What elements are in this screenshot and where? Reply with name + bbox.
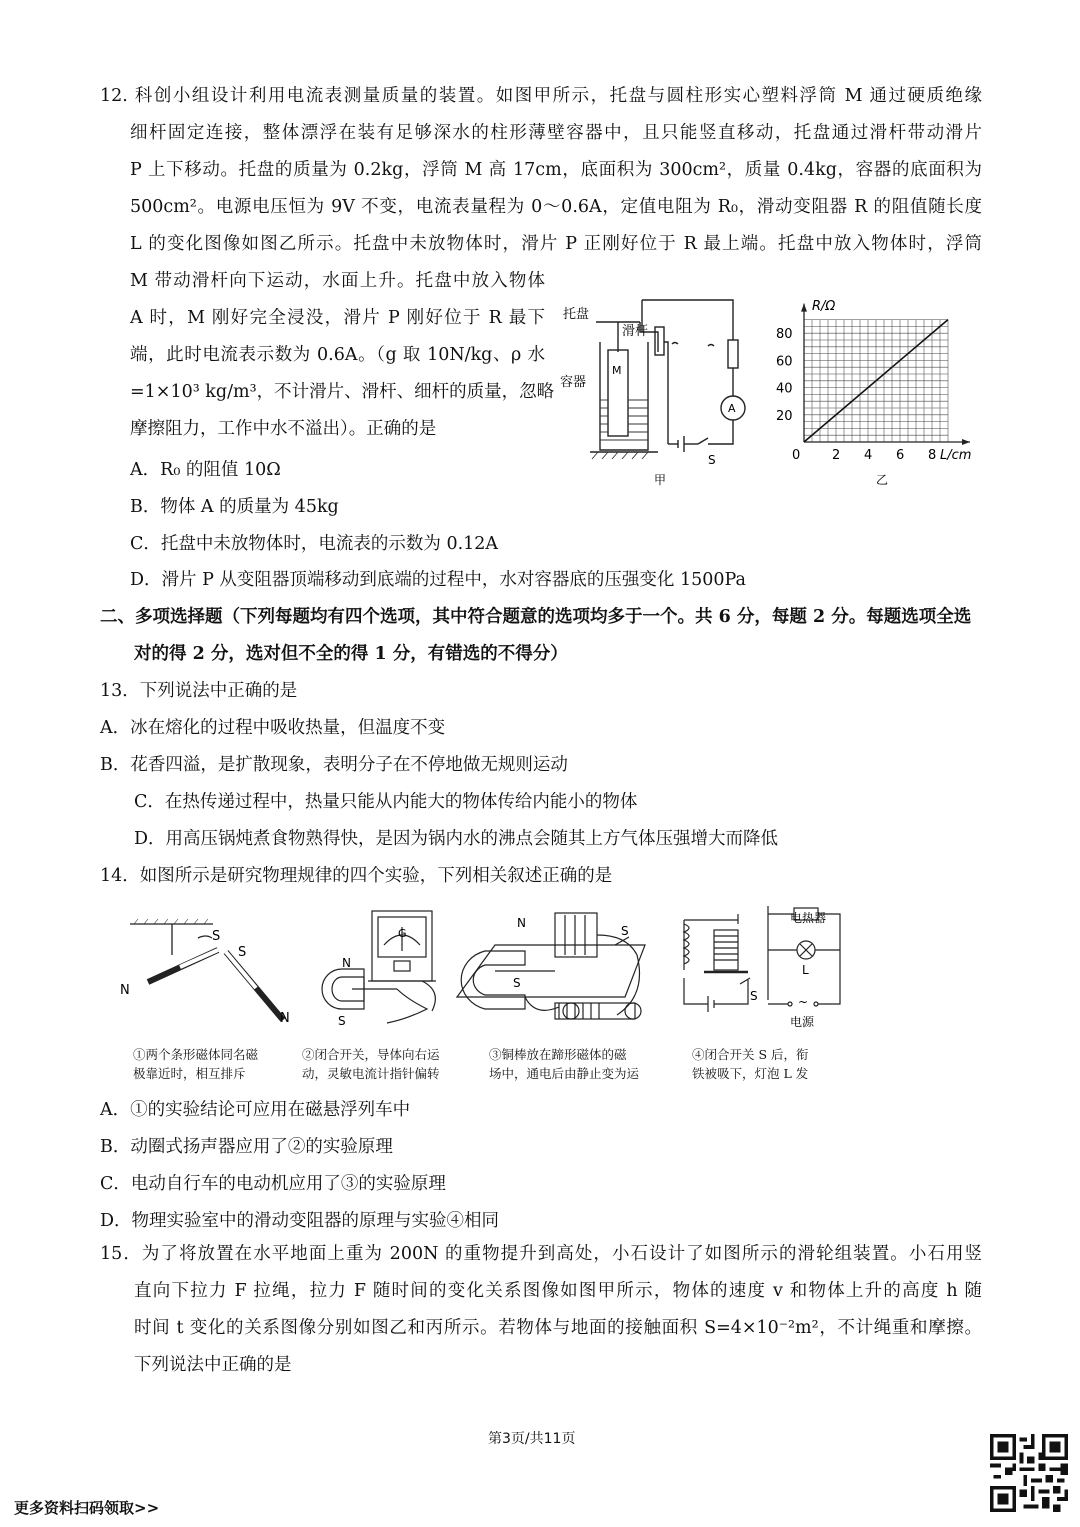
chart-y-arrow [801, 304, 807, 312]
q12-line: L 的变化图像如图乙所示。托盘中未放物体时，滑片 P 正刚好位于 R 最上端。托盘中放入物体时，浮筒 [130, 234, 982, 254]
more-resources-link[interactable]: 更多资料扫码领取>> [14, 1499, 160, 1517]
q14-caption-1: ①两个条形磁体同名磁 极靠近时，相互排斥 [133, 1047, 259, 1081]
label-switch: S [708, 453, 716, 467]
q12-paragraph [100, 78, 982, 263]
label-s: S [750, 989, 758, 1003]
chart-x-arrow [962, 439, 970, 445]
q12-line: 细杆固定连接，整体漂浮在装有足够深水的柱形薄壁容器中，且只能竖直移动，托盘通过滑杆带动滑片 [130, 123, 982, 143]
q12-line: A 时，M 刚好完全浸没，滑片 P 刚好位于 R 最下 [130, 308, 545, 328]
q14-figure-1 [118, 910, 298, 1030]
label-s: S [338, 1014, 346, 1028]
section2-heading-cont: 对的得 2 分，选对但不全的得 1 分，有错选的不得分） [134, 644, 568, 664]
q12-line: 端，此时电流表示数为 0.6A。（g 取 10N/kg、ρ 水 [130, 345, 545, 365]
q12-figure-jia [558, 292, 758, 492]
q12-paragraph-left [130, 263, 555, 448]
label-tray: 托盘 [563, 307, 590, 322]
chart-x-tick: 6 [896, 448, 905, 463]
q14-option-c: C．电动自行车的电动机应用了③的实验原理 [100, 1174, 446, 1194]
q13-stem: 13．下列说法中正确的是 [100, 681, 298, 701]
chart-x-tick: 4 [864, 448, 873, 463]
label-lamp: L [802, 963, 809, 977]
label-n: N [517, 916, 526, 930]
label-s: S [621, 924, 629, 938]
q14-figure-3 [455, 905, 665, 1035]
label-container: 容器 [560, 375, 587, 390]
q12-option-c: C．托盘中未放物体时，电流表的示数为 0.12A [130, 534, 499, 554]
q12-line: P 上下移动。托盘的质量为 0.2kg，浮筒 M 高 17cm，底面积为 300cm²，质量 0.4kg，容器的底面积为 [130, 160, 982, 180]
chart-y-tick: 80 [776, 327, 793, 343]
q13-option-b: B．花香四溢，是扩散现象，表明分子在不停地做无规则运动 [100, 755, 568, 775]
label-tilde: ~ [798, 995, 809, 1009]
chart-x-tick: 2 [832, 448, 841, 463]
q12-option-d: D．滑片 P 从变阻器顶端移动到底端的过程中，水对容器底的压强变化 1500Pa [130, 570, 746, 590]
caption-yi: 乙 [876, 473, 889, 487]
q12-line: M 带动滑杆向下运动，水面上升。托盘中放入物体 [130, 271, 545, 291]
chart-xlabel: L/cm [940, 448, 972, 463]
q12-line: 500cm²。电源电压恒为 9V 不变，电流表量程为 0～0.6A，定值电阻为 R₀，滑动变阻器 R 的阻值随长度 [130, 197, 982, 217]
label-s: S [238, 945, 247, 960]
chart-y-tick: 20 [776, 408, 793, 424]
section2-heading: 二、多项选择题（下列每题均有四个选项，其中符合题意的选项均多于一个。共 6 分，每题 2 分。每题选项全选 [100, 607, 972, 627]
q12-line: 摩擦阻力，工作中水不溢出）。正确的是 [130, 419, 437, 439]
q14-caption-3: ③铜棒放在蹄形磁体的磁 场中，通电后由静止变为运 [489, 1047, 640, 1081]
q14-figure-2 [302, 905, 452, 1035]
q13-option-d: D．用高压锅炖煮食物熟得快，是因为锅内水的沸点会随其上方气体压强增大而降低 [134, 829, 779, 849]
q13-option-a: A．冰在熔化的过程中吸收热量，但温度不变 [100, 718, 446, 738]
q15-line: 时间 t 变化的关系图像分别如图乙和丙所示。若物体与地面的接触面积 S=4×10⁻²m²，不计绳重和摩擦。 [134, 1318, 982, 1338]
q14-caption-4: ④闭合开关 S 后，衔 铁被吸下，灯泡 L 发 [692, 1047, 809, 1081]
caption-jia: 甲 [654, 473, 667, 487]
q12-option-b: B．物体 A 的质量为 45kg [130, 497, 339, 517]
q12-line: =1×10³ kg/m³，不计滑片、滑杆、细杆的质量，忽略 [130, 382, 555, 402]
page-number: 第3页/共11页 [488, 1431, 576, 1447]
q15-paragraph [100, 1236, 982, 1384]
label-s: S [513, 976, 521, 990]
chart-y-tick: 40 [776, 381, 793, 397]
label-power: 电源 [790, 1015, 815, 1029]
label-heater: 电热器 [790, 911, 827, 925]
q14-stem: 14．如图所示是研究物理规律的四个实验，下列相关叙述正确的是 [100, 866, 613, 886]
q14-caption-2: ②闭合开关，导体向右运 动，灵敏电流计指针偏转 [302, 1047, 440, 1081]
qr-code-icon[interactable] [990, 1434, 1068, 1512]
label-ammeter: A [728, 402, 736, 415]
q15-line: 直向下拉力 F 拉绳，拉力 F 随时间的变化关系图像如图甲所示，物体的速度 v 和物体上升的高度 h 随 [134, 1281, 982, 1301]
label-n: N [280, 1011, 290, 1026]
label-n: N [120, 983, 130, 998]
q12-option-a: A．R₀ 的阻值 10Ω [130, 460, 281, 480]
chart-origin: 0 [792, 448, 801, 463]
q14-figure-4 [678, 900, 853, 1035]
label-s: S [212, 929, 221, 944]
chart-y-tick: 60 [776, 354, 793, 370]
q12-line: 12. 科创小组设计利用电流表测量质量的装置。如图甲所示，托盘与圆柱形实心塑料浮筒 M 通过硬质绝缘 [100, 86, 982, 106]
label-n: N [342, 956, 351, 970]
q12-chart-yi [768, 292, 983, 492]
q14-option-b: B．动圈式扬声器应用了②的实验原理 [100, 1137, 393, 1157]
q15-line: 下列说法中正确的是 [134, 1355, 292, 1375]
chart-ylabel: R/Ω [812, 299, 836, 314]
label-rod: 滑杆 [622, 324, 649, 339]
q14-option-a: A．①的实验结论可应用在磁悬浮列车中 [100, 1100, 411, 1120]
label-g: G [398, 927, 407, 940]
q13-option-c: C．在热传递过程中，热量只能从内能大的物体传给内能小的物体 [134, 792, 638, 812]
q14-option-d: D．物理实验室中的滑动变阻器的原理与实验④相同 [100, 1211, 500, 1231]
label-m: M [612, 364, 622, 377]
chart-x-tick: 8 [928, 448, 937, 463]
q15-line: 15．为了将放置在水平地面上重为 200N 的重物提升到高处，小石设计了如图所示的滑轮组装置。小石用竖 [100, 1244, 982, 1264]
